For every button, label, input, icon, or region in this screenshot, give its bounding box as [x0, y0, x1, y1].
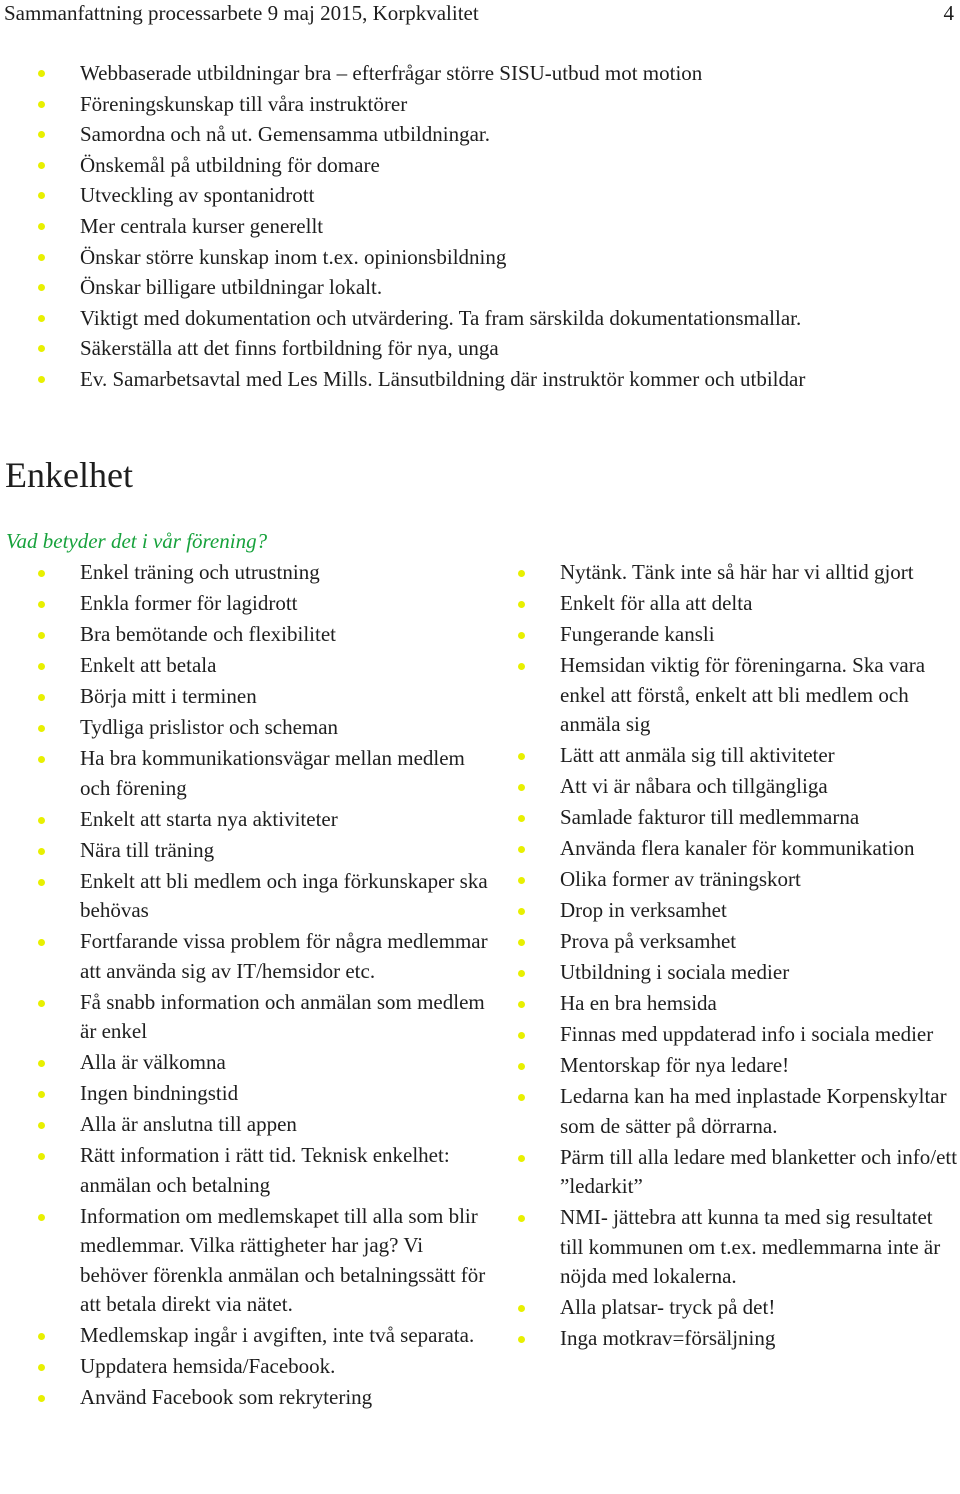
list-item	[480, 651, 960, 740]
list-item	[0, 303, 960, 334]
bullet-icon	[38, 254, 45, 261]
bullet-icon	[38, 1333, 45, 1340]
list-item	[480, 834, 960, 864]
bullet-icon	[38, 192, 45, 199]
list-item-text: Ha bra kommunikationsvägar mellan medlem och förening	[80, 746, 465, 800]
bullet-icon	[518, 601, 525, 608]
list-item	[480, 865, 960, 895]
list-item-text: Fortfarande vissa problem för några medlemmar att använda sig av IT/hemsidor etc.	[80, 929, 488, 983]
bullet-icon	[518, 908, 525, 915]
bullet-icon	[518, 1032, 525, 1039]
bullet-icon	[518, 877, 525, 884]
list-item	[480, 958, 960, 988]
bullet-icon	[38, 694, 45, 701]
list-item	[480, 803, 960, 833]
bullet-icon	[518, 1305, 525, 1312]
list-item	[480, 589, 960, 619]
list-item	[0, 272, 960, 303]
document-title: Sammanfattning processarbete 9 maj 2015, Korpkvalitet	[4, 1, 479, 25]
list-item	[0, 805, 490, 835]
list-item	[0, 119, 960, 150]
list-item-text: Prova på verksamhet	[560, 929, 737, 953]
list-item-text: Bra bemötande och flexibilitet	[80, 622, 336, 646]
list-item	[480, 1143, 960, 1202]
list-item	[0, 682, 490, 712]
list-item	[0, 58, 960, 89]
list-item	[480, 1203, 960, 1292]
bullet-icon	[38, 376, 45, 383]
bullet-icon	[38, 1060, 45, 1067]
bullet-icon	[38, 848, 45, 855]
list-item-text: Enkelt att betala	[80, 653, 217, 677]
list-item	[480, 620, 960, 650]
bullet-icon	[38, 632, 45, 639]
bullet-icon	[38, 284, 45, 291]
list-item-text: Enkelt för alla att delta	[560, 591, 753, 615]
list-item	[0, 364, 960, 395]
bullet-icon	[38, 1395, 45, 1402]
bullet-icon	[38, 939, 45, 946]
list-item	[0, 211, 960, 242]
bullet-icon	[38, 315, 45, 322]
list-item-text: Få snabb information och anmälan som medlem är enkel	[80, 989, 485, 1043]
list-item-text: Tydliga prislistor och scheman	[80, 715, 339, 739]
list-item	[0, 988, 490, 1047]
list-item-text: Nytänk. Tänk inte så här har vi alltid gjort	[560, 560, 914, 584]
list-item-text: Lätt att anmäla sig till aktiviteter	[560, 743, 835, 767]
bullet-icon	[38, 756, 45, 763]
list-item-text: Ledarna kan ha med inplastade Korpenskyltar som de sätter på dörrarna.	[560, 1084, 947, 1138]
bullet-icon	[38, 725, 45, 732]
list-item	[480, 1082, 960, 1141]
bullet-icon	[518, 1155, 525, 1162]
bullet-icon	[38, 101, 45, 108]
list-item	[0, 744, 490, 803]
bullet-icon	[38, 70, 45, 77]
list-item-text: Finnas med uppdaterad info i sociala medier	[560, 1022, 934, 1046]
list-item	[0, 1383, 490, 1413]
list-item-text: Utbildning i sociala medier	[560, 960, 790, 984]
list-item-text: Inga motkrav=försäljning	[560, 1326, 776, 1350]
bullet-icon	[38, 131, 45, 138]
list-item	[0, 333, 960, 364]
list-item	[0, 242, 960, 273]
list-item	[480, 896, 960, 926]
list-item-text: Rätt information i rätt tid. Teknisk enkelhet: anmälan och betalning	[80, 1143, 450, 1197]
list-item	[480, 1293, 960, 1323]
list-item-text: Samlade fakturor till medlemmarna	[560, 805, 860, 829]
bullet-icon	[518, 815, 525, 822]
bullet-icon	[518, 753, 525, 760]
list-item	[0, 1352, 490, 1382]
bullet-icon	[38, 162, 45, 169]
bullet-icon	[518, 1001, 525, 1008]
bullet-icon	[518, 1336, 525, 1343]
list-item	[480, 772, 960, 802]
bullet-icon	[518, 1094, 525, 1101]
bullet-icon	[518, 939, 525, 946]
list-item	[0, 1110, 490, 1140]
bullet-icon	[38, 223, 45, 230]
page-header	[4, 0, 954, 28]
list-item-text: Säkerställa att det finns fortbildning för nya, unga	[80, 336, 499, 361]
list-item-text: Önskar billigare utbildningar lokalt.	[80, 275, 383, 300]
bullet-icon	[518, 1063, 525, 1070]
list-item-text: Viktigt med dokumentation och utvärdering. Ta fram särskilda dokumentationsmallar.	[80, 305, 802, 330]
list-item	[480, 1051, 960, 1081]
list-item-text: Samordna och nå ut. Gemensamma utbildningar.	[80, 122, 490, 147]
list-item-text: Mentorskap för nya ledare!	[560, 1053, 790, 1077]
list-item	[0, 1202, 490, 1320]
list-item-text: Information om medlemskapet till alla som blir medlemmar. Vilka rättigheter har jag? Vi behöver förenkla anmälan och betalningssätt för att betala direkt via nätet.	[80, 1203, 486, 1316]
list-item-text: Alla är välkomna	[80, 1050, 226, 1074]
list-item-text: Olika former av träningskort	[560, 867, 801, 891]
list-item	[0, 867, 490, 926]
list-item	[0, 150, 960, 181]
list-item-text: Nära till träning	[80, 837, 215, 862]
bullet-icon	[38, 879, 45, 886]
list-item-text: Drop in verksamhet	[560, 898, 727, 922]
bullet-icon	[518, 663, 525, 670]
bullet-icon	[518, 846, 525, 853]
bullet-icon	[38, 1091, 45, 1098]
list-item-text: Utveckling av spontanidrott	[80, 183, 315, 208]
bullet-icon	[38, 817, 45, 824]
list-item	[0, 180, 960, 211]
list-item	[480, 1324, 960, 1354]
bullet-icon	[38, 663, 45, 670]
bullet-icon	[38, 601, 45, 608]
list-item-text: Börja mitt i terminen	[80, 684, 257, 708]
list-item-text: Att vi är nåbara och tillgängliga	[560, 774, 828, 798]
list-item-text: NMI- jättebra att kunna ta med sig resultatet till kommunen om t.ex. medlemmarna inte är nöjda med lokalerna.	[560, 1205, 941, 1288]
list-item	[0, 836, 490, 866]
bullet-icon	[38, 1122, 45, 1129]
list-item-text: Alla platsar- tryck på det!	[560, 1295, 776, 1319]
list-item-text: Enkelt att starta nya aktiviteter	[80, 806, 338, 831]
list-item-text: Mer centrala kurser generellt	[80, 213, 324, 238]
bullet-icon	[38, 1153, 45, 1160]
bullet-icon	[38, 345, 45, 352]
training-bullet-list	[0, 58, 960, 395]
list-item-text: Pärm till alla ledare med blanketter och info/ett ”ledarkit”	[560, 1144, 958, 1198]
list-item	[0, 713, 490, 743]
bullet-icon	[38, 1214, 45, 1221]
list-item-text: Webbaserade utbildningar bra – efterfrågar större SISU-utbud mot motion	[80, 61, 703, 85]
bullet-icon	[518, 970, 525, 977]
section-title: Enkelhet	[5, 455, 133, 495]
list-item	[0, 1321, 490, 1351]
list-item	[480, 927, 960, 957]
list-item	[0, 1048, 490, 1078]
bullet-icon	[518, 570, 525, 577]
list-item-text: Önskar större kunskap inom t.ex. opinionsbildning	[80, 244, 507, 269]
simplicity-left-list	[0, 558, 490, 1414]
list-item-text: Ingen bindningstid	[80, 1081, 239, 1105]
page-number: 4	[943, 1, 954, 25]
list-item	[0, 589, 490, 619]
bullet-icon	[38, 1000, 45, 1007]
simplicity-right-list	[480, 558, 960, 1355]
list-item-text: Enkla former för lagidrott	[80, 591, 298, 615]
list-item-text: Ha en bra hemsida	[560, 991, 717, 1015]
list-item	[0, 558, 490, 588]
list-item-text: Alla är anslutna till appen	[80, 1112, 297, 1136]
bullet-icon	[518, 784, 525, 791]
list-item	[0, 1079, 490, 1109]
list-item	[0, 620, 490, 650]
list-item-text: Enkel träning och utrustning	[80, 560, 320, 584]
list-item	[0, 1141, 490, 1200]
list-item-text: Ev. Samarbetsavtal med Les Mills. Länsutbildning där instruktör kommer och utbildar	[80, 366, 806, 391]
list-item	[480, 1020, 960, 1050]
list-item	[480, 741, 960, 771]
list-item-text: Använda flera kanaler för kommunikation	[560, 836, 915, 860]
list-item-text: Hemsidan viktig för föreningarna. Ska vara enkel att förstå, enkelt att bli medlem och anmäla sig	[560, 653, 926, 736]
list-item-text: Fungerande kansli	[560, 622, 715, 646]
list-item-text: Önskemål på utbildning för domare	[80, 152, 380, 177]
bullet-icon	[518, 632, 525, 639]
list-item	[480, 558, 960, 588]
list-item-text: Enkelt att bli medlem och inga förkunskaper ska behövas	[80, 868, 488, 922]
list-item-text: Föreningskunskap till våra instruktörer	[80, 91, 408, 116]
list-item	[0, 89, 960, 120]
list-item-text: Medlemskap ingår i avgiften, inte två separata.	[80, 1323, 475, 1347]
list-item-text: Uppdatera hemsida/Facebook.	[80, 1354, 336, 1378]
section-subtitle: Vad betyder det i vår förening?	[6, 529, 268, 553]
list-item-text: Använd Facebook som rekrytering	[80, 1385, 373, 1409]
bullet-icon	[38, 570, 45, 577]
list-item	[480, 989, 960, 1019]
list-item	[0, 651, 490, 681]
bullet-icon	[38, 1364, 45, 1371]
list-item	[0, 927, 490, 986]
bullet-icon	[518, 1215, 525, 1222]
